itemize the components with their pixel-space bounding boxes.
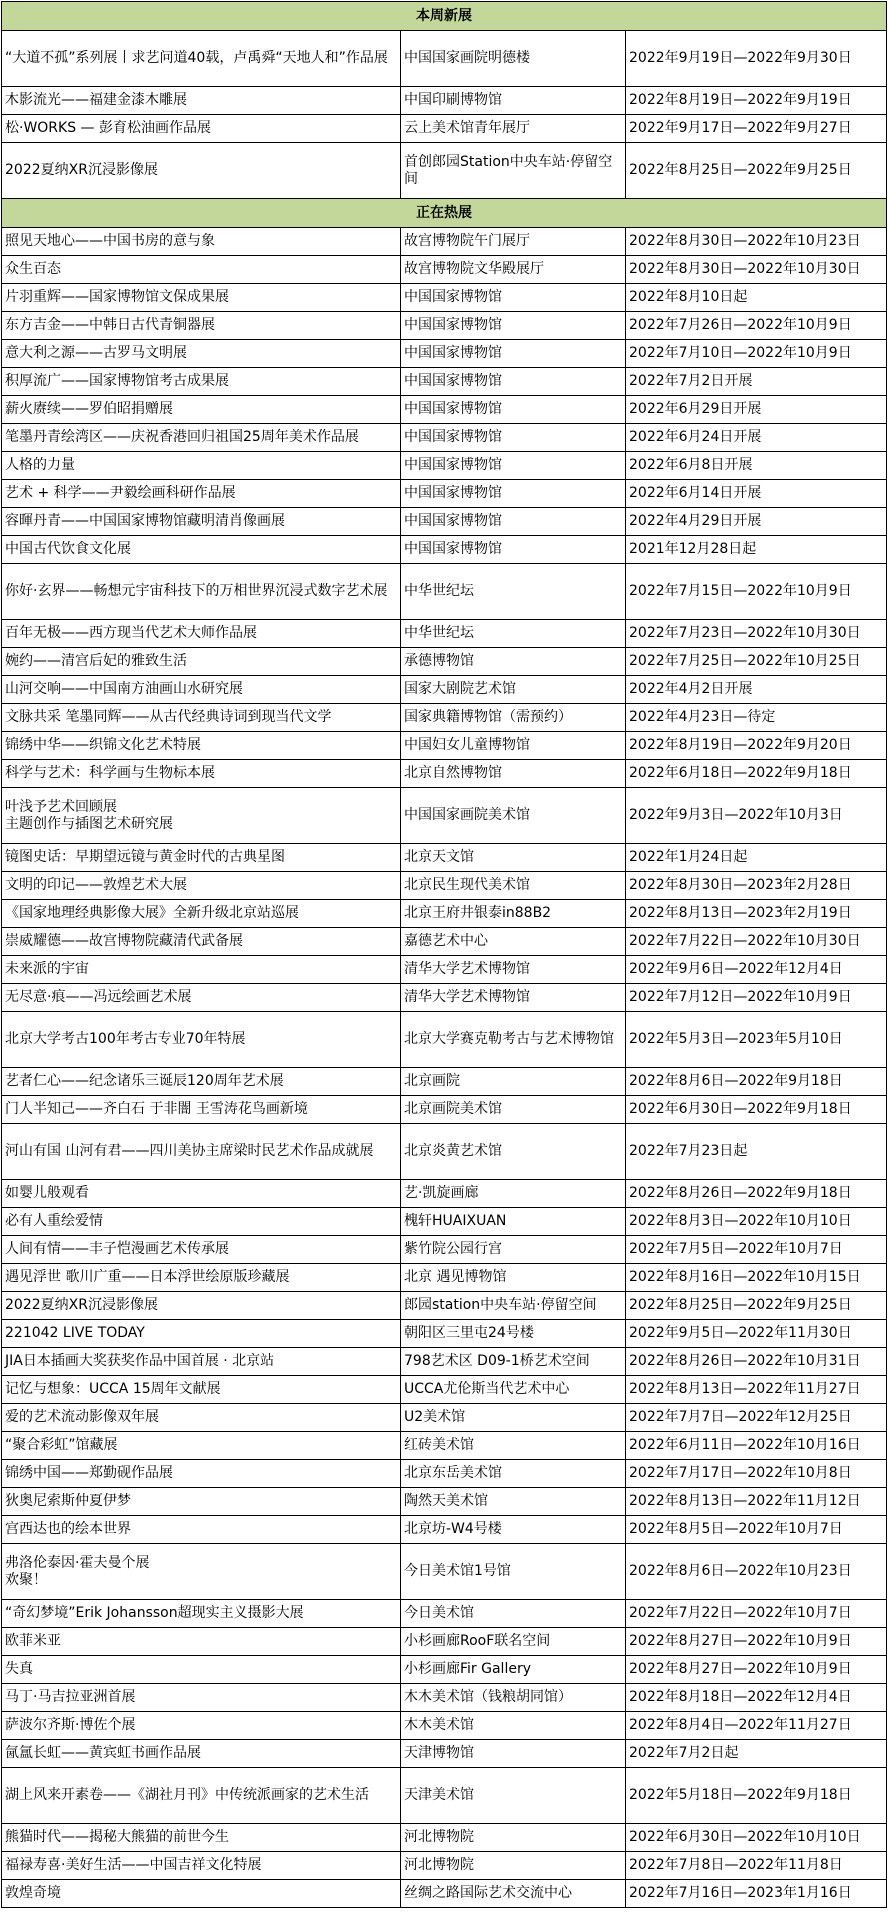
venue-cell: 紫竹院公园行宫 [401,1236,626,1264]
section-title: 本周新展 [2,2,887,31]
venue-cell: 郎园station中央车站·停留空间 [401,1292,626,1320]
exhibition-name-cell: 湖上风来开素卷——《湖社月刊》中传统派画家的艺术生活 [2,1768,401,1824]
venue-cell: 北京自然博物馆 [401,760,626,788]
exhibition-name-cell: 狄奥尼索斯仲夏伊梦 [2,1488,401,1516]
venue-cell: 中国国家博物馆 [401,368,626,396]
exhibition-name-cell: 锦绣中华——织锦文化艺术特展 [2,732,401,760]
venue-cell: 中国国家博物馆 [401,396,626,424]
table-row [2,1460,887,1488]
exhibition-name-cell: 镜图史话：早期望远镜与黄金时代的古典星图 [2,844,401,872]
table-row [2,256,887,284]
date-cell: 2022年6月18日—2022年9月18日 [626,760,887,788]
venue-cell: 中国国家博物馆 [401,508,626,536]
table-row [2,1012,887,1068]
exhibition-name-cell: 木影流光——福建金漆木雕展 [2,87,401,115]
exhibition-name-cell: 氤氲长虹——黄宾虹书画作品展 [2,1740,401,1768]
venue-cell: 小杉画廊Fir Gallery [401,1656,626,1684]
date-cell: 2022年6月30日—2022年9月18日 [626,1096,887,1124]
date-cell: 2022年8月18日—2022年12月4日 [626,1684,887,1712]
date-cell: 2022年8月10日起 [626,284,887,312]
exhibition-name-cell: 无尽意·痕——冯远绘画艺术展 [2,984,401,1012]
date-cell: 2022年8月5日—2022年10月7日 [626,1516,887,1544]
venue-cell: 中华世纪坛 [401,620,626,648]
date-cell: 2022年8月13日—2022年11月27日 [626,1376,887,1404]
table-row [2,508,887,536]
table-row [2,1180,887,1208]
venue-cell: 国家大剧院艺术馆 [401,676,626,704]
exhibition-name-cell: JIA日本插画大奖获奖作品中国首展 · 北京站 [2,1348,401,1376]
table-row [2,228,887,256]
date-cell: 2022年8月19日—2022年9月19日 [626,87,887,115]
exhibition-name-cell: 爱的艺术流动影像双年展 [2,1404,401,1432]
exhibition-name-cell: 弗洛伦泰因·霍夫曼个展 欢聚！ [2,1544,401,1600]
table-row [2,564,887,620]
exhibition-name-cell: 2022夏纳XR沉浸影像展 [2,143,401,199]
exhibition-name-cell: 中国古代饮食文化展 [2,536,401,564]
date-cell: 2022年8月30日—2023年2月28日 [626,872,887,900]
exhibition-table [1,1,887,1908]
exhibition-name-cell: 河山有国 山河有君——四川美协主席梁时民艺术作品成就展 [2,1124,401,1180]
table-row [2,1768,887,1824]
venue-cell: 中国国家博物馆 [401,340,626,368]
table-row [2,1852,887,1880]
table-row [2,424,887,452]
exhibition-name-cell: 松·WORKS — 彭育松油画作品展 [2,115,401,143]
exhibition-name-cell: 崇威耀德——故宫博物院藏清代武备展 [2,928,401,956]
venue-cell: 中国国家博物馆 [401,424,626,452]
table-row [2,340,887,368]
table-row [2,31,887,87]
date-cell: 2021年12月28日起 [626,536,887,564]
date-cell: 2022年6月30日—2022年10月10日 [626,1824,887,1852]
date-cell: 2022年7月22日—2022年10月30日 [626,928,887,956]
exhibition-name-cell: 片羽重辉——国家博物馆文保成果展 [2,284,401,312]
exhibition-name-cell: 萨波尔齐斯·博佐个展 [2,1712,401,1740]
venue-cell: 今日美术馆 [401,1600,626,1628]
date-cell: 2022年8月13日—2023年2月19日 [626,900,887,928]
table-row [2,143,887,199]
exhibition-name-cell: 221042 LIVE TODAY [2,1320,401,1348]
exhibition-name-cell: 文明的印记——敦煌艺术大展 [2,872,401,900]
date-cell: 2022年6月24日开展 [626,424,887,452]
exhibition-name-cell: 福禄寿喜·美好生活——中国吉祥文化特展 [2,1852,401,1880]
exhibition-name-cell: 马丁·马吉拉亚洲首展 [2,1684,401,1712]
venue-cell: 丝绸之路国际艺术交流中心 [401,1880,626,1908]
exhibition-name-cell: 东方吉金——中韩日古代青铜器展 [2,312,401,340]
exhibition-name-cell: 科学与艺术：科学画与生物标本展 [2,760,401,788]
date-cell: 2022年8月16日—2022年10月15日 [626,1264,887,1292]
exhibition-name-cell: 北京大学考古100年考古专业70年特展 [2,1012,401,1068]
date-cell: 2022年6月14日开展 [626,480,887,508]
exhibition-name-cell: 积厚流广——国家博物馆考古成果展 [2,368,401,396]
table-row [2,115,887,143]
date-cell: 2022年7月26日—2022年10月9日 [626,312,887,340]
table-row [2,1544,887,1600]
exhibition-name-cell: 2022夏纳XR沉浸影像展 [2,1292,401,1320]
exhibition-name-cell: 人间有情——丰子恺漫画艺术传承展 [2,1236,401,1264]
date-cell: 2022年8月30日—2022年10月30日 [626,256,887,284]
date-cell: 2022年5月3日—2023年5月10日 [626,1012,887,1068]
date-cell: 2022年7月5日—2022年10月7日 [626,1236,887,1264]
date-cell: 2022年8月19日—2022年9月20日 [626,732,887,760]
venue-cell: 艺·凯旋画廊 [401,1180,626,1208]
table-row [2,760,887,788]
venue-cell: 故宫博物院文华殿展厅 [401,256,626,284]
venue-cell: 国家典籍博物馆（需预约） [401,704,626,732]
date-cell: 2022年1月24日起 [626,844,887,872]
table-row [2,1488,887,1516]
venue-cell: 中国国家博物馆 [401,312,626,340]
table-row [2,1740,887,1768]
venue-cell: 嘉德艺术中心 [401,928,626,956]
venue-cell: 中华世纪坛 [401,564,626,620]
date-cell: 2022年8月6日—2022年9月18日 [626,1068,887,1096]
section-header [2,199,887,228]
table-row [2,984,887,1012]
section-header [2,2,887,31]
venue-cell: 红砖美术馆 [401,1432,626,1460]
venue-cell: 陶然天美术馆 [401,1488,626,1516]
venue-cell: 朝阳区三里屯24号楼 [401,1320,626,1348]
venue-cell: U2美术馆 [401,1404,626,1432]
venue-cell: 北京坊-W4号楼 [401,1516,626,1544]
exhibition-name-cell: 薪火赓续——罗伯昭捐赠展 [2,396,401,424]
exhibition-name-cell: 欧菲米亚 [2,1628,401,1656]
exhibition-name-cell: 锦绣中国——郑勤砚作品展 [2,1460,401,1488]
table-row [2,1236,887,1264]
venue-cell: 中国国家博物馆 [401,536,626,564]
exhibition-name-cell: 百年无极——西方现当代艺术大师作品展 [2,620,401,648]
venue-cell: 清华大学艺术博物馆 [401,984,626,1012]
venue-cell: 木木美术馆（钱粮胡同馆） [401,1684,626,1712]
table-row [2,1880,887,1908]
table-row [2,1404,887,1432]
date-cell: 2022年8月6日—2022年10月23日 [626,1544,887,1600]
exhibition-name-cell: 熊猫时代——揭秘大熊猫的前世今生 [2,1824,401,1852]
venue-cell: 北京炎黄艺术馆 [401,1124,626,1180]
exhibition-name-cell: 婉约——清宫后妃的雅致生活 [2,648,401,676]
venue-cell: 北京画院 [401,1068,626,1096]
venue-cell: 中国国家画院明德楼 [401,31,626,87]
table-row [2,676,887,704]
table-row [2,704,887,732]
date-cell: 2022年8月4日—2022年11月27日 [626,1712,887,1740]
venue-cell: 天津美术馆 [401,1768,626,1824]
section-title: 正在热展 [2,199,887,228]
exhibition-name-cell: 遇见浮世 歌川广重——日本浮世绘原版珍藏展 [2,1264,401,1292]
date-cell: 2022年9月5日—2022年11月30日 [626,1320,887,1348]
exhibition-name-cell: 艺者仁心——纪念诸乐三诞辰120周年艺术展 [2,1068,401,1096]
exhibition-name-cell: 门人半知己——齐白石 于非闇 王雪涛花鸟画新境 [2,1096,401,1124]
table-row [2,1712,887,1740]
date-cell: 2022年7月23日起 [626,1124,887,1180]
table-row [2,396,887,424]
exhibition-name-cell: 人格的力量 [2,452,401,480]
date-cell: 2022年7月12日—2022年10月9日 [626,984,887,1012]
exhibition-name-cell: 叶浅予艺术回顾展 主题创作与插图艺术研究展 [2,788,401,844]
table-row [2,1516,887,1544]
date-cell: 2022年8月27日—2022年10月9日 [626,1628,887,1656]
venue-cell: 北京 遇见博物馆 [401,1264,626,1292]
exhibition-name-cell: 艺术 + 科学——尹毅绘画科研作品展 [2,480,401,508]
table-row [2,732,887,760]
date-cell: 2022年9月3日—2022年10月3日 [626,788,887,844]
table-row [2,1684,887,1712]
venue-cell: 小杉画廊RooF联名空间 [401,1628,626,1656]
venue-cell: 木木美术馆 [401,1712,626,1740]
date-cell: 2022年4月2日开展 [626,676,887,704]
date-cell: 2022年8月25日—2022年9月25日 [626,1292,887,1320]
date-cell: 2022年8月13日—2022年11月12日 [626,1488,887,1516]
venue-cell: 承德博物馆 [401,648,626,676]
venue-cell: 北京大学赛克勒考古与艺术博物馆 [401,1012,626,1068]
date-cell: 2022年7月25日—2022年10月25日 [626,648,887,676]
exhibition-name-cell: 必有人重绘爱情 [2,1208,401,1236]
date-cell: 2022年6月11日—2022年10月16日 [626,1432,887,1460]
venue-cell: 北京王府井银泰in88B2 [401,900,626,928]
table-row [2,1348,887,1376]
table-row [2,1432,887,1460]
venue-cell: 北京东岳美术馆 [401,1460,626,1488]
venue-cell: 北京天文馆 [401,844,626,872]
exhibition-name-cell: “大道不孤”系列展丨求艺问道40载，卢禹舜“天地人和”作品展 [2,31,401,87]
table-row [2,480,887,508]
table-row [2,900,887,928]
date-cell: 2022年7月16日—2023年1月16日 [626,1880,887,1908]
exhibition-name-cell: 失真 [2,1656,401,1684]
venue-cell: 北京画院美术馆 [401,1096,626,1124]
table-row [2,1096,887,1124]
venue-cell: 中国国家博物馆 [401,480,626,508]
date-cell: 2022年7月15日—2022年10月9日 [626,564,887,620]
date-cell: 2022年7月23日—2022年10月30日 [626,620,887,648]
date-cell: 2022年8月30日—2022年10月23日 [626,228,887,256]
venue-cell: 河北博物院 [401,1852,626,1880]
date-cell: 2022年7月8日—2022年11月8日 [626,1852,887,1880]
exhibition-name-cell: 容暉丹青——中国国家博物馆藏明清肖像画展 [2,508,401,536]
date-cell: 2022年7月2日开展 [626,368,887,396]
date-cell: 2022年8月26日—2022年9月18日 [626,1180,887,1208]
exhibition-name-cell: “聚合彩虹”馆藏展 [2,1432,401,1460]
date-cell: 2022年6月8日开展 [626,452,887,480]
date-cell: 2022年4月29日开展 [626,508,887,536]
table-row [2,1600,887,1628]
venue-cell: 天津博物馆 [401,1740,626,1768]
table-row [2,648,887,676]
date-cell: 2022年6月29日开展 [626,396,887,424]
date-cell: 2022年4月23日—待定 [626,704,887,732]
date-cell: 2022年7月7日—2022年12月25日 [626,1404,887,1432]
date-cell: 2022年7月2日起 [626,1740,887,1768]
venue-cell: 中国国家博物馆 [401,284,626,312]
venue-cell: 798艺术区 D09-1桥艺术空间 [401,1348,626,1376]
venue-cell: 今日美术馆1号馆 [401,1544,626,1600]
venue-cell: 中国妇女儿童博物馆 [401,732,626,760]
exhibition-name-cell: 意大利之源——古罗马文明展 [2,340,401,368]
table-row [2,1320,887,1348]
table-row [2,284,887,312]
date-cell: 2022年5月18日—2022年9月18日 [626,1768,887,1824]
venue-cell: 故宫博物院午门展厅 [401,228,626,256]
venue-cell: 首创郎园Station中央车站·停留空间 [401,143,626,199]
exhibition-name-cell: 山河交响——中国南方油画山水研究展 [2,676,401,704]
venue-cell: 槐轩HUAIXUAN [401,1208,626,1236]
date-cell: 2022年7月10日—2022年10月9日 [626,340,887,368]
table-row [2,872,887,900]
venue-cell: 中国国家画院美术馆 [401,788,626,844]
date-cell: 2022年9月19日—2022年9月30日 [626,31,887,87]
table-row [2,87,887,115]
venue-cell: 中国国家博物馆 [401,452,626,480]
venue-cell: 北京民生现代美术馆 [401,872,626,900]
exhibition-name-cell: “奇幻梦境”Erik Johansson超现实主义摄影大展 [2,1600,401,1628]
exhibition-name-cell: 宫西达也的绘本世界 [2,1516,401,1544]
date-cell: 2022年7月22日—2022年10月7日 [626,1600,887,1628]
table-row [2,1292,887,1320]
venue-cell: UCCA尤伦斯当代艺术中心 [401,1376,626,1404]
exhibition-name-cell: 记忆与想象：UCCA 15周年文献展 [2,1376,401,1404]
table-row [2,1264,887,1292]
table-row [2,1656,887,1684]
date-cell: 2022年8月26日—2022年10月31日 [626,1348,887,1376]
table-row [2,1628,887,1656]
exhibition-name-cell: 你好·玄界——畅想元宇宙科技下的万相世界沉浸式数字艺术展 [2,564,401,620]
venue-cell: 中国印刷博物馆 [401,87,626,115]
table-row [2,1376,887,1404]
date-cell: 2022年9月17日—2022年9月27日 [626,115,887,143]
table-row [2,536,887,564]
table-row [2,788,887,844]
table-row [2,368,887,396]
date-cell: 2022年9月6日—2022年12月4日 [626,956,887,984]
exhibition-name-cell: 未来派的宇宙 [2,956,401,984]
exhibition-name-cell: 众生百态 [2,256,401,284]
table-row [2,928,887,956]
venue-cell: 清华大学艺术博物馆 [401,956,626,984]
exhibition-name-cell: 笔墨丹青绘湾区——庆祝香港回归祖国25周年美术作品展 [2,424,401,452]
table-row [2,1208,887,1236]
venue-cell: 云上美术馆青年展厅 [401,115,626,143]
exhibition-name-cell: 《国家地理经典影像大展》全新升级北京站巡展 [2,900,401,928]
date-cell: 2022年8月3日—2022年10月10日 [626,1208,887,1236]
table-row [2,452,887,480]
table-row [2,844,887,872]
exhibition-name-cell: 照见天地心——中国书房的意与象 [2,228,401,256]
exhibition-name-cell: 如婴儿般观看 [2,1180,401,1208]
table-row [2,1124,887,1180]
table-row [2,312,887,340]
venue-cell: 河北博物院 [401,1824,626,1852]
table-row [2,1824,887,1852]
date-cell: 2022年8月25日—2022年9月25日 [626,143,887,199]
table-row [2,956,887,984]
table-row [2,620,887,648]
date-cell: 2022年8月27日—2022年10月9日 [626,1656,887,1684]
exhibition-name-cell: 敦煌奇境 [2,1880,401,1908]
date-cell: 2022年7月17日—2022年10月8日 [626,1460,887,1488]
exhibition-name-cell: 文脉共采 笔墨同辉——从古代经典诗词到现当代文学 [2,704,401,732]
table-row [2,1068,887,1096]
